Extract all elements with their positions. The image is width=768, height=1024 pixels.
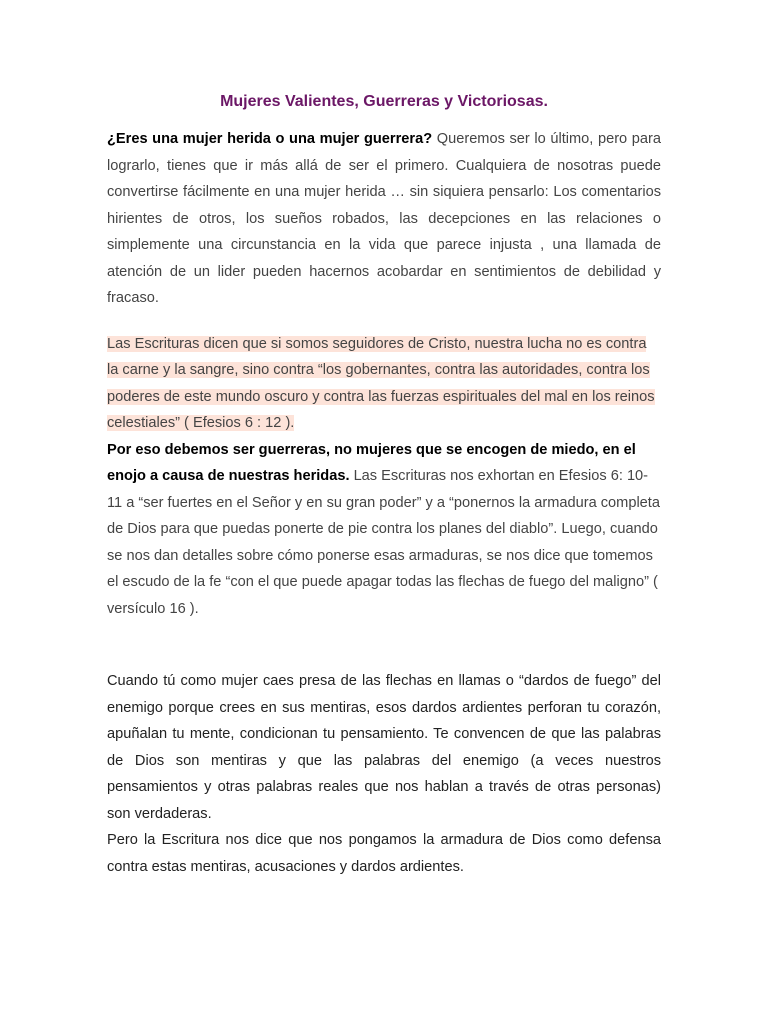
paragraph-fiery-darts: Cuando tú como mujer caes presa de las flechas en llamas o “dardos de fuego” del enemigo porque crees en sus mentiras, esos dardos ardientes perforan tu corazón, apuñalan tu mente, condicionan tu pensamiento. Te convencen de que las palabras de Dios son mentiras y que las palabras del enemigo (a veces nuestros pensamientos y otras palabras reales que nos hablan a través de otras personas) son verdaderas.	[107, 673, 661, 822]
intro-text: Queremos ser lo último, pero para lograrlo, tienes que ir más allá de ser el primero. Cualquiera de nosotras puede convertirse fácilmente en una mujer herida … sin siquiera pensarlo: Los comentarios hirientes de otros, los sueños robados, las decepciones en las relaciones o simplemente una circunstancia en la vida que parece injusta , una llamada de atención de un lider pueden hacernos acobardar en sentimientos de debilidad y fracaso.	[107, 131, 662, 306]
paragraph-armor: Pero la Escritura nos dice que nos pongamos la armadura de Dios como defensa contra estas mentiras, acusaciones y dardos ardientes.	[107, 832, 661, 875]
intro-question: ¿Eres una mujer herida o una mujer guerrera?	[107, 131, 433, 147]
paragraph-warriors	[107, 437, 661, 623]
warriors-text: Las Escrituras nos exhortan en Efesios 6: 10-11 a “ser fuertes en el Señor y en su gran poder” y a “ponernos la armadura completa de Dios para que puedas ponerte de pie contra los planes del diablo”. Luego, cuando se nos dan detalles sobre cómo ponerse esas armaduras, se nos dice que tomemos el escudo de la fe “con el que puede apagar todas las flechas de fuego del maligno” ( versículo 16 ).	[107, 468, 660, 617]
warriors-bold-statement: Por eso debemos ser guerreras, no mujeres que se encogen de miedo, en el enojo a causa de nuestras heridas.	[107, 441, 636, 484]
paragraph-scripture-quote	[107, 331, 661, 437]
document-page	[107, 90, 661, 880]
highlighted-scripture-text: Las Escrituras dicen que si somos seguidores de Cristo, nuestra lucha no es contra la carne y la sangre, sino contra “los gobernantes, contra las autoridades, contra los poderes de este mundo oscuro y contra las fuerzas espirituales del mal en los reinos celestiales” ( Efesios 6 : 12 ).	[107, 335, 655, 431]
paragraph-intro	[107, 126, 661, 312]
document-title: Mujeres Valientes, Guerreras y Victoriosas.	[220, 93, 548, 110]
